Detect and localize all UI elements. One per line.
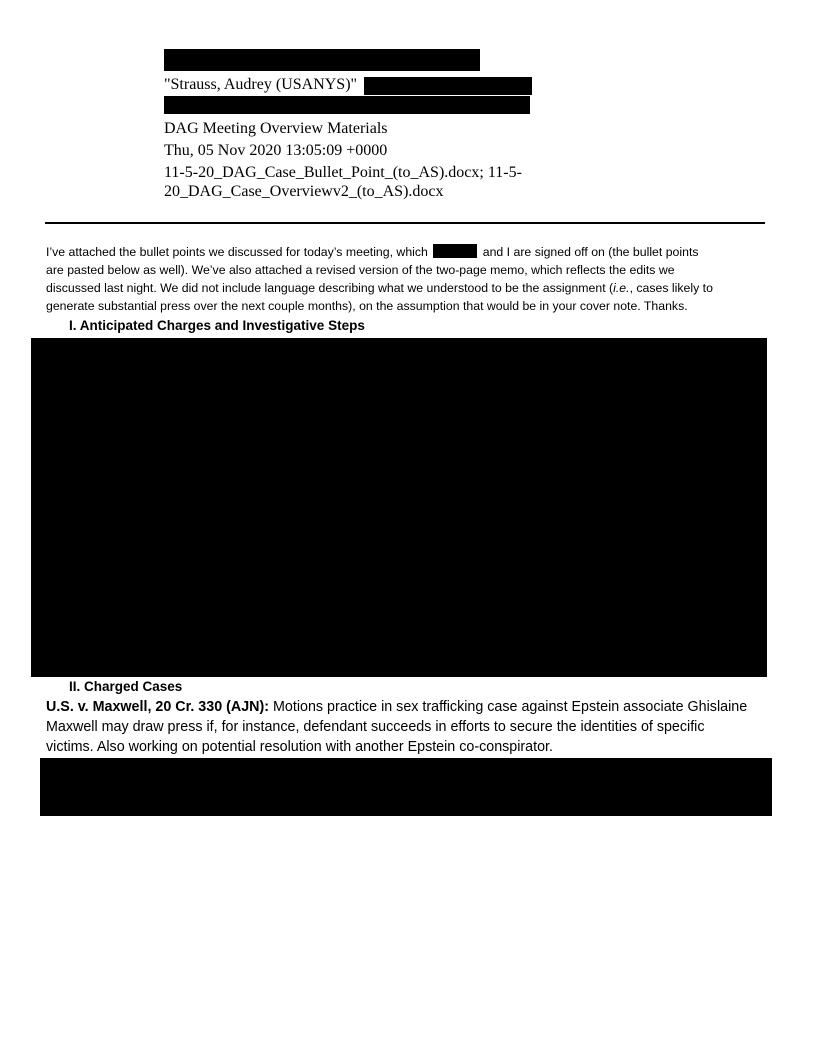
- body-line-1-end: and I are signed off on (the bullet points: [482, 245, 699, 259]
- cc-redaction: [164, 96, 530, 114]
- body-line-1: [46, 243, 699, 261]
- body-line-2: are pasted below as well). We’ve also attached a revised version of the two-page memo, which reflects the edits we: [46, 263, 675, 277]
- attachment-link-1[interactable]: 11-5-20_DAG_Case_Bullet_Point_(to_AS).docx; 11-5-: [164, 164, 522, 181]
- body-line-3: [46, 279, 713, 297]
- case-line-1: [46, 697, 747, 717]
- body-line-1-start: I’ve attached the bullet points we discussed for today’s meeting, which: [46, 245, 428, 259]
- to-value: "Strauss, Audrey (USANYS)": [164, 76, 358, 93]
- name-redaction: [433, 244, 477, 258]
- body-line-4: generate substantial press over the next couple months), on the assumption that would be in your cover note. Thanks.: [46, 299, 688, 313]
- case-line-2: Maxwell may draw press if, for instance, defendant succeeds in efforts to secure the identities of specific: [46, 719, 705, 735]
- section-2-heading: II. Charged Cases: [69, 679, 183, 694]
- from-redaction: [164, 49, 480, 71]
- subject-value: DAG Meeting Overview Materials: [164, 120, 388, 137]
- body-line-3-start: discussed last night. We did not include language describing what we understood to be the assignment (: [46, 281, 614, 295]
- case-title: U.S. v. Maxwell, 20 Cr. 330 (AJN):: [46, 699, 270, 715]
- header-divider: [45, 222, 765, 224]
- case-line-3: victims. Also working on potential resolution with another Epstein co-conspirator.: [46, 739, 554, 755]
- attachment-link-2[interactable]: 20_DAG_Case_Overviewv2_(to_AS).docx: [164, 183, 444, 200]
- section-1-redaction: [31, 338, 767, 677]
- section-1-heading: I. Anticipated Charges and Investigative Steps: [69, 318, 365, 333]
- body-line-3-end: , cases likely to: [629, 281, 713, 295]
- to-redaction: [364, 77, 532, 95]
- body-line-3-ie: i.e.: [613, 281, 630, 295]
- date-value: Thu, 05 Nov 2020 13:05:09 +0000: [164, 142, 388, 159]
- section-2-redaction: [40, 758, 772, 816]
- case-line-1-text: Motions practice in sex trafficking case against Epstein associate Ghislaine: [273, 699, 748, 715]
